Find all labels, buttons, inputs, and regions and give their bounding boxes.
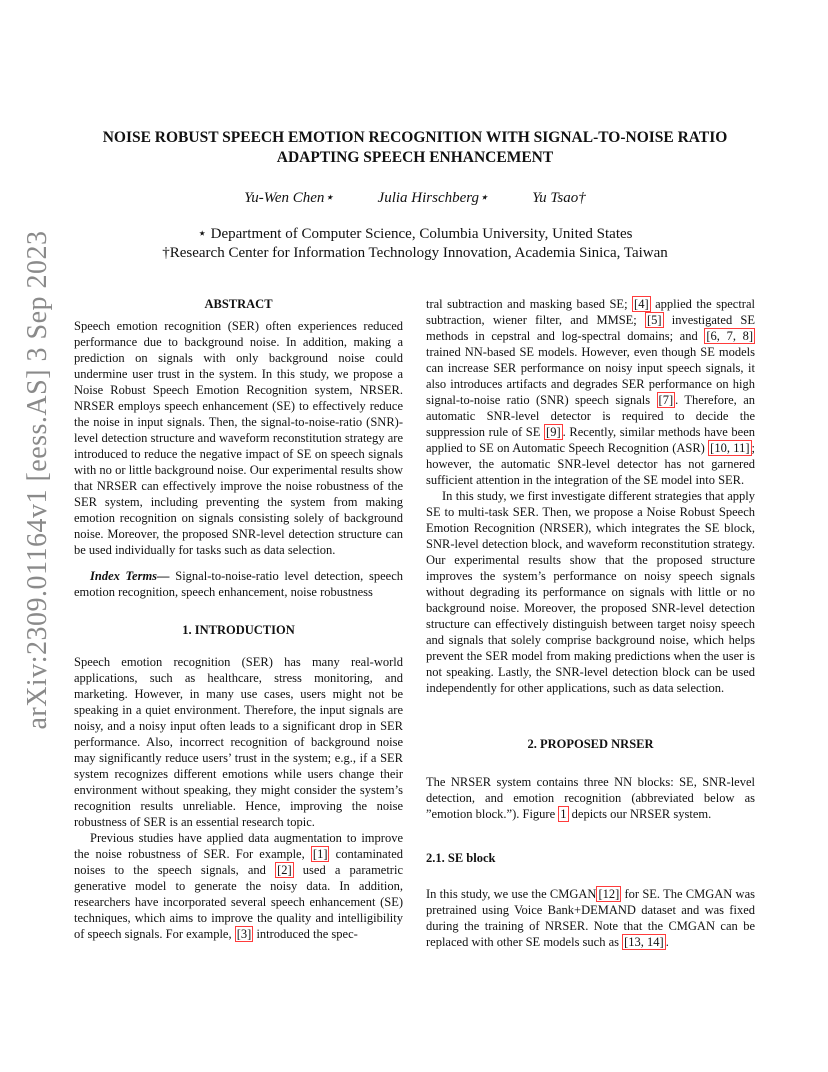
proposed-heading: 2. PROPOSED NRSER <box>527 737 654 751</box>
intro-p2-text-d: introduced the spec- <box>253 927 358 941</box>
citation-link[interactable]: [1] <box>312 847 328 861</box>
se-text-b: for SE. The CMGAN was pretrained using Voice Bank+DEMAND dataset and was fixed during the training of NRSER. Note that the CMGAN can be replaced with other SE models such as <box>426 887 755 949</box>
arxiv-id: arXiv:2309.01164v1 [eess.AS] 3 Sep 2023 <box>22 230 53 730</box>
citation-link[interactable]: [9] <box>546 425 561 439</box>
proposed-text-b: depicts our NRSER system. <box>568 807 712 821</box>
introduction-heading: 1. INTRODUCTION <box>182 623 295 637</box>
citation-link[interactable]: [12] <box>598 887 620 901</box>
citation-link[interactable]: [2] <box>277 863 292 877</box>
contribution-paragraph: In this study, we first investigate different strategies that apply SE to multi-task SER. Then, we propose a Noise Robust Speech Emotion Recognition (NRSER), which integrates the SE block, SNR-level detection block, and waveform reconstitution strategy. Our experimental results show that the proposed structure improves the system’s performance on noisy speech signals without degrading its performance on signals with little or no background noise. Moreover, the proposed SNR-level detection structure can effectively distinguish between target noisy speech and signals that solely comprise background noise, which helps prevent the SER model from making predictions when the user is not speaking. Lastly, the SNR-level detection block can be used independently for other applications, such as data selection. <box>426 489 755 695</box>
abstract-text: Speech emotion recognition (SER) often experiences reduced performance due to background noise. In addition, making a prediction on signals with only background noise could undermine user trust in the system. In this study, we propose a Noise Robust Speech Emotion Recognition system, NRSER. NRSER employs speech enhancement (SE) to effectively reduce the noise in input signals. Then, the signal-to-noise-ratio (SNR)-level detection structure and waveform reconstitution strategy are introduced to reduce the negative impact of SE on speech signals with no or little background noise. Our experimental results show that NRSER can effectively improve the noise robustness of the SER system, including preventing the system from making emotion recognition on signals consisting solely of background noise. Moreover, the proposed SNR-level detection structure can be used individually for tasks such as data selection. <box>74 319 403 557</box>
proposed-text-a: The NRSER system contains three NN blocks: SE, SNR-level detection, and emotion recognition (abbreviated below as ”emotion block.”). Figure <box>426 775 755 821</box>
affiliation-1: ⋆ Department of Computer Science, Columbia University, United States <box>197 226 633 242</box>
right-column <box>426 296 755 950</box>
citation-link[interactable]: [5] <box>647 313 662 327</box>
index-terms-label: Index Terms— <box>90 569 170 583</box>
intro-paragraph-2 <box>74 830 403 942</box>
title-line-1: NOISE ROBUST SPEECH EMOTION RECOGNITION WITH SIGNAL-TO-NOISE RATIO <box>102 129 728 146</box>
author-1: Yu-Wen Chen⋆ <box>244 190 334 206</box>
citation-link[interactable]: [13, 14] <box>624 935 664 949</box>
se-block-paragraph <box>426 886 755 950</box>
figure-link[interactable]: 1 <box>560 807 567 821</box>
proposed-paragraph <box>426 774 755 822</box>
se-text-a: In this study, we use the CMGAN <box>426 887 597 901</box>
abstract-heading: ABSTRACT <box>204 297 273 311</box>
author-3: Yu Tsao† <box>532 190 586 206</box>
citation-link[interactable]: [7] <box>658 393 674 407</box>
index-terms <box>74 568 403 600</box>
intro-p2-text-b: contaminated noises to the speech signals, and <box>74 847 403 877</box>
author-2: Julia Hirschberg⋆ <box>377 190 489 206</box>
se-block-heading: 2.1. SE block <box>426 851 496 865</box>
citation-link[interactable]: [4] <box>634 297 649 311</box>
citation-link[interactable]: [6, 7, 8] <box>706 329 754 343</box>
left-column <box>74 296 403 942</box>
citation-link[interactable]: [3] <box>236 927 252 941</box>
intro-p2-text-c: used a parametric generative model to generate the noisy data. In addition, researchers have incorporated several speech enhancement (SE) techniques, which aims to improve the quality and intelligibility of speech signals. For example, <box>74 863 403 941</box>
rw-text-f: . Recently, similar methods have been applied to SE on Automatic Speech Recognition (ASR) <box>426 425 755 455</box>
rw-text-d: trained NN-based SE models. However, even though SE models can increase SER performance on noisy input speech signals, it also introduces artifacts and degrades SER performance on high signal-to-noise ratio (SNR) speech signals <box>426 345 755 407</box>
related-work-paragraph <box>426 296 755 488</box>
affiliation-2: †Research Center for Information Technology Innovation, Academia Sinica, Taiwan <box>162 245 668 261</box>
paper-title <box>70 128 760 168</box>
se-text-c: . <box>665 935 669 949</box>
affiliations <box>70 225 760 263</box>
rw-text-b: applied the spectral subtraction, wiener filter, and MMSE; <box>426 297 755 327</box>
intro-paragraph-1: Speech emotion recognition (SER) has many real-world applications, such as healthcare, stress monitoring, and marketing. However, in many use cases, users might not be speaking in a quiet environment. Therefore, the input signals are noisy, and a noisy input often leads to a significant drop in SER performance. Also, incorrect recognition of background noise may significantly reduce users’ trust in the system; e.g., if a SER system recognizes different emotions while users change their environment without speaking, they might consider the system’s recognition results unreliable. Hence, improving the noise robustness of SER is an essential research topic. <box>74 655 403 829</box>
arxiv-sidebar-stamp <box>18 230 58 730</box>
citation-link[interactable]: [10, 11] <box>710 441 750 455</box>
rw-text-a: tral subtraction and masking based SE; <box>426 297 633 311</box>
rw-text-c: investigated SE methods in cepstral and log-spectral domains; and <box>426 313 755 343</box>
rw-text-e: . Therefore, an automatic SNR-level detector is required to decide the suppression rule of SE <box>426 393 756 439</box>
title-line-2: ADAPTING SPEECH ENHANCEMENT <box>276 149 554 166</box>
author-list <box>70 188 760 207</box>
rw-text-g: ; however, the automatic SNR-level detector has not garnered sufficient attention in the integration of the SE model into SER. <box>426 441 755 487</box>
index-terms-text: Signal-to-noise-ratio level detection, speech emotion recognition, speech enhancement, noise robustness <box>74 569 404 599</box>
intro-p2-text-a: Previous studies have applied data augmentation to improve the noise robustness of SER. For example, <box>74 831 403 861</box>
